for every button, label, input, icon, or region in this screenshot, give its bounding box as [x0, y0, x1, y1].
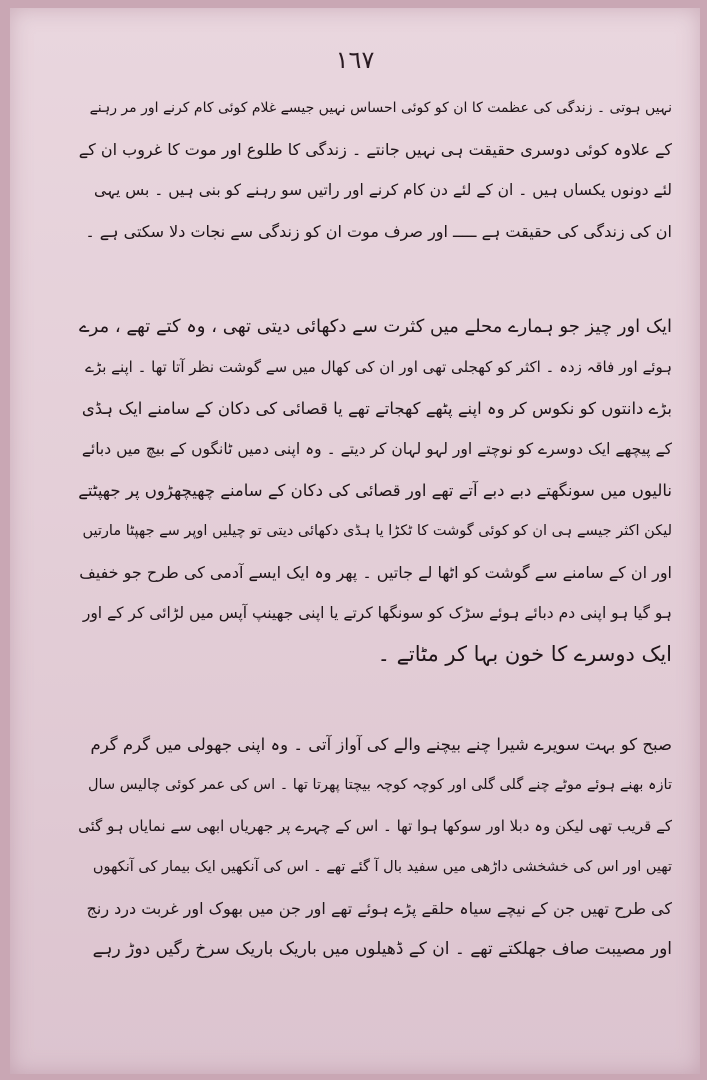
- paragraph: [78, 724, 672, 970]
- text-line: ان کی زندگی کی حقیقت ہے ـــــ اور صرف موت ان کو زندگی سے نجات دلا سکتی ہے ۔: [85, 222, 672, 241]
- page-number: ١٦٧: [335, 46, 375, 74]
- book-page: [10, 8, 700, 1074]
- text-line: کے قریب تھی لیکن وہ دبلا اور سوکھا ہوا تھا ۔ اس کے چہرے پر جھریاں ابھی سے نمایاں ہو گئی: [78, 817, 672, 835]
- text-line: بڑے دانتوں کو نکوس کر وہ اپنے پٹھے کھجاتے تھے یا قصائی کی دکان کے سامنے ایک ہڈی: [81, 399, 672, 418]
- text-line: لئے دونوں یکساں ہیں ۔ ان کے لئے دن کام کرنے اور راتیں سو رہنے کو بنی ہیں ۔ بس یہی: [93, 181, 672, 199]
- text-line: کی طرح تھیں جن کے نیچے سیاہ حلقے پڑے ہوئے تھے اور جن میں بھوک اور غربت درد رنج: [86, 899, 672, 918]
- text-line: اور مصیبت صاف جھلکتے تھے ۔ ان کے ڈھیلوں میں باریک باریک سرخ رگیں دوڑ رہے: [92, 939, 672, 959]
- text-line: ہوئے اور فاقہ زدہ ۔ اکثر کو کھجلی تھی اور ان کی کھال میں سے گوشت نظر آتا تھا ۔ اپنے بڑے: [85, 358, 672, 376]
- text-line: ایک اور چیز جو ہمارے محلے میں کثرت سے دکھائی دیتی تھی ، وہ کتے تھے ، مرے: [79, 316, 672, 337]
- text-line: ایک دوسرے کا خون بہا کر مٹاتے ۔: [377, 642, 672, 666]
- text-line: تھیں اور اس کی خشخشی داڑھی میں سفید بال آ گئے تھے ۔ اس کی آنکھیں ایک بیمار کی آنکھوں: [92, 859, 672, 875]
- text-line: کے علاوہ کوئی دوسری حقیقت ہی نہیں جانتے ۔ زندگی کا طلوع اور موت کا غروب ان کے: [78, 140, 672, 159]
- text-line: صبح کو بہت سویرے شیرا چنے بیچنے والے کی آواز آتی ۔ وہ اپنی جھولی میں گرم گرم: [90, 735, 672, 754]
- text-line: کے پیچھے ایک دوسرے کو نوچتے اور لہو لہان کر دیتے ۔ وہ اپنی دمیں ٹانگوں کے بیچ میں دبائے: [81, 440, 672, 458]
- text-line: ہو گیا ہو اپنی دم دبائے ہوئے سڑک کو سونگھا کرتے یا اپنی جھینپ آپس میں لڑائی کر کے اور: [82, 604, 672, 622]
- text-line: لیکن اکثر جیسے ہی ان کو کوئی گوشت کا ٹکڑا یا ہڈی دکھائی دیتی تو چیلیں اوپر سے جھپٹا مارتیں: [82, 523, 672, 539]
- text-line: اور ان کے سامنے سے گوشت کو اٹھا لے جاتیں ۔ پھر وہ ایک ایسے آدمی کی طرح جو خفیف: [79, 563, 672, 582]
- paragraph: [78, 88, 672, 252]
- paragraph: [78, 306, 672, 675]
- text-line: تازہ بھنے ہوئے موٹے چنے گلی گلی اور کوچہ کوچہ بیچتا پھرتا تھا ۔ اس کی عمر کوئی چالیس سال: [88, 777, 672, 793]
- text-line: نہیں ہوتی ۔ زندگی کی عظمت کا ان کو کوئی احساس نہیں جیسے غلام کوئی کام کرنے اور مر رہنے: [89, 100, 672, 116]
- text-line: نالیوں میں سونگھتے دبے دبے آتے تھے اور قصائی کی دکان کے سامنے چھیچھڑوں پر جھپٹتے: [78, 481, 672, 500]
